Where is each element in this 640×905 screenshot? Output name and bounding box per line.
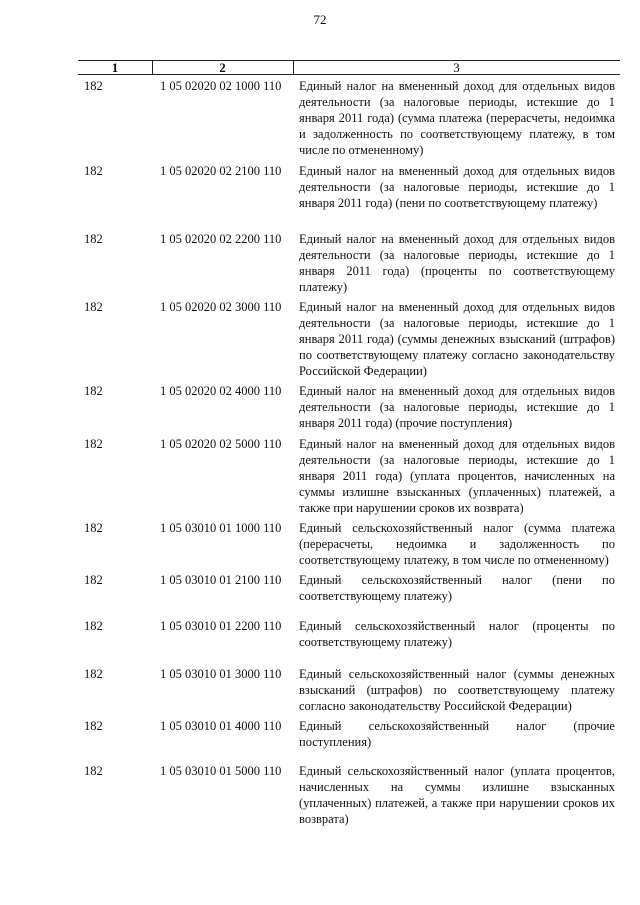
revenue-description: Единый налог на вмененный доход для отдельных видов деятельности (за налоговые периоды, истекшие до 1 января 2011 года) (уплата процентов, начисленных на суммы излишне взысканных (уплаченных) платежей, а также при нарушении сроков их возврата)	[299, 437, 615, 515]
admin-code: 182	[84, 384, 103, 398]
revenue-description: Единый сельскохозяйственный налог (уплата процентов, начисленных на суммы излишне взысканных (уплаченных) платежей, а также при нарушении сроков их возврата)	[299, 764, 615, 826]
admin-code: 182	[84, 164, 103, 178]
revenue-description: Единый сельскохозяйственный налог (пени по соответствующему платежу)	[299, 573, 615, 603]
admin-code: 182	[84, 300, 103, 314]
admin-code: 182	[84, 437, 103, 451]
revenue-description: Единый налог на вмененный доход для отдельных видов деятельности (за налоговые периоды, истекшие до 1 января 2011 года) (суммы денежных взысканий (штрафов) по соответствующему платежу согласно законодательству Российской Федерации)	[299, 300, 615, 378]
admin-code: 182	[84, 764, 103, 778]
budget-code: 1 05 03010 01 5000 110	[160, 764, 282, 778]
column-header-2: 2	[219, 60, 226, 75]
budget-code: 1 05 03010 01 4000 110	[160, 719, 282, 733]
admin-code: 182	[84, 667, 103, 681]
budget-code: 1 05 03010 01 1000 110	[160, 521, 282, 535]
admin-code: 182	[84, 573, 103, 587]
budget-code: 1 05 02020 02 3000 110	[160, 300, 282, 314]
budget-code: 1 05 02020 02 2100 110	[160, 164, 282, 178]
revenue-description: Единый сельскохозяйственный налог (проценты по соответствующему платежу)	[299, 619, 615, 649]
admin-code: 182	[84, 719, 103, 733]
revenue-description: Единый налог на вмененный доход для отдельных видов деятельности (за налоговые периоды, истекшие до 1 января 2011 года) (проценты по соответствующему платежу)	[299, 232, 615, 294]
budget-code: 1 05 03010 01 3000 110	[160, 667, 282, 681]
admin-code: 182	[84, 79, 103, 93]
admin-code: 182	[84, 619, 103, 633]
column-header-1: 1	[111, 60, 119, 75]
budget-code: 1 05 02020 02 1000 110	[160, 79, 282, 93]
admin-code: 182	[84, 232, 103, 246]
budget-code: 1 05 02020 02 4000 110	[160, 384, 282, 398]
page-number: 72	[313, 12, 327, 27]
budget-code: 1 05 02020 02 2200 110	[160, 232, 282, 246]
revenue-description: Единый налог на вмененный доход для отдельных видов деятельности (за налоговые периоды, истекшие до 1 января 2011 года) (сумма платежа (перерасчеты, недоимка и задолженность по соответствующему платежу, в том числе по отмененному)	[299, 79, 615, 157]
revenue-description: Единый сельскохозяйственный налог (прочие поступления)	[299, 719, 615, 749]
budget-code: 1 05 03010 01 2200 110	[160, 619, 282, 633]
revenue-description: Единый налог на вмененный доход для отдельных видов деятельности (за налоговые периоды, истекшие до 1 января 2011 года) (прочие поступления)	[299, 384, 615, 430]
budget-code: 1 05 03010 01 2100 110	[160, 573, 282, 587]
revenue-description: Единый сельскохозяйственный налог (суммы денежных взысканий (штрафов) по соответствующему платежу согласно законодательству Российской Федерации)	[299, 667, 615, 713]
column-header-3: 3	[453, 60, 460, 75]
admin-code: 182	[84, 521, 103, 535]
revenue-description: Единый сельскохозяйственный налог (сумма платежа (перерасчеты, недоимка и задолженность по соответствующему платежу, в том числе по отмененному)	[299, 521, 615, 567]
revenue-description: Единый налог на вмененный доход для отдельных видов деятельности (за налоговые периоды, истекшие до 1 января 2011 года) (пени по соответствующему платежу)	[299, 164, 615, 210]
budget-code: 1 05 02020 02 5000 110	[160, 437, 282, 451]
header-bottom-rule	[78, 74, 620, 75]
